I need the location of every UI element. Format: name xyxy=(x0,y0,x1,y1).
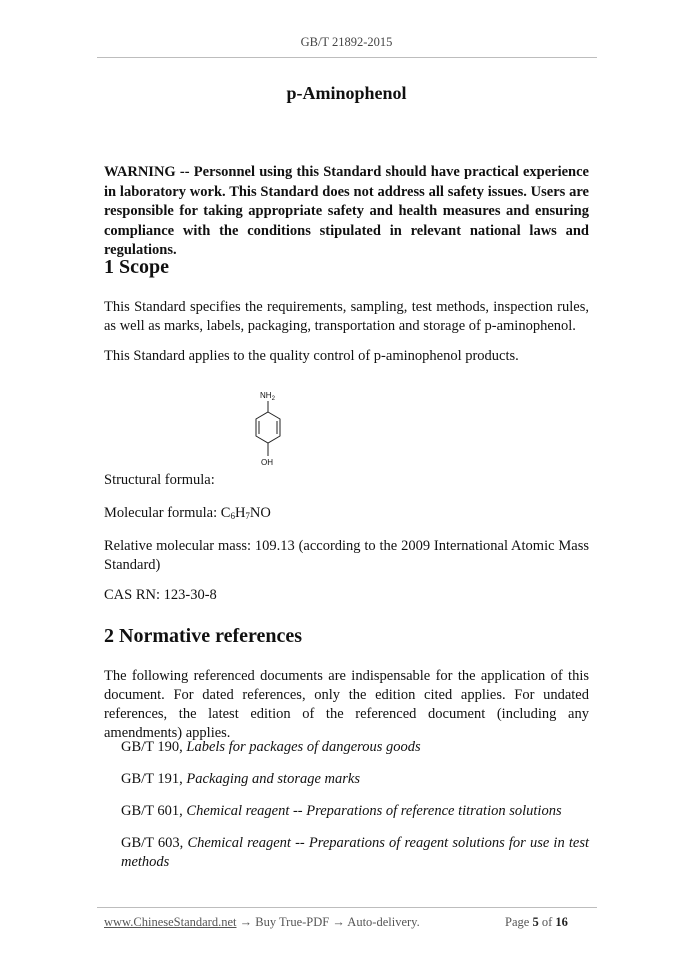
warning-paragraph: WARNING -- Personnel using this Standard should have practical experience in laboratory work. This Standard does not address all safety issues. Users are responsible for taking appropriate safety and health measures and ensuring compliance with the conditions stipulated in relevant national laws and regulations. xyxy=(104,164,589,258)
structure-amino-label: $NH_2$ xyxy=(260,391,275,402)
scope-paragraph-1: This Standard specifies the requirements, sampling, test methods, inspection rules, as well as marks, labels, packaging, transportation and storage of p-aminophenol. xyxy=(104,299,589,334)
reference-item: GB/T 190, Labels for packages of dangerous goods xyxy=(121,739,421,755)
normative-intro-paragraph: The following referenced documents are indispensable for the application of this document. For dated references, only the edition cited applies. For undated references, the latest edition of the referenced document (including any amendments) applies. xyxy=(104,668,589,741)
page-indicator: Page 5 of 16 xyxy=(505,915,568,929)
footer-site-link[interactable]: www.ChineseStandard.net xyxy=(104,915,237,929)
relative-molecular-mass: Relative molecular mass: 109.13 (according to the 2009 International Atomic Mass Standard) xyxy=(104,538,589,573)
molecular-formula: Molecular formula: $C_6H_7NO$ xyxy=(104,505,271,521)
reference-item: GB/T 601, Chemical reagent -- Preparations of reference titration solutions xyxy=(121,803,562,819)
structure-hydroxyl-label: OH xyxy=(261,458,273,467)
benzene-ring xyxy=(256,412,280,443)
footer-divider xyxy=(97,907,597,908)
structural-formula-diagram xyxy=(232,390,302,472)
section-heading-normative: 2 Normative references xyxy=(104,625,303,647)
structural-formula-label: Structural formula: xyxy=(104,472,215,488)
footer-links: www.ChineseStandard.net → Buy True-PDF → Auto-delivery. xyxy=(104,915,420,929)
header-standard-code: GB/T 21892-2015 xyxy=(300,35,393,49)
cas-number: CAS RN: 123-30-8 xyxy=(104,587,217,603)
section-heading-scope: 1 Scope xyxy=(104,256,169,278)
scope-paragraph-2: This Standard applies to the quality control of p-aminophenol products. xyxy=(104,348,519,364)
header-divider xyxy=(97,57,597,58)
document-title: p-Aminophenol xyxy=(286,83,407,103)
reference-item: GB/T 603, Chemical reagent -- Preparations of reagent solutions for use in test methods xyxy=(121,835,589,870)
arrow-right-icon: → xyxy=(332,915,345,929)
reference-item: GB/T 191, Packaging and storage marks xyxy=(121,771,360,787)
arrow-right-icon: → xyxy=(239,915,253,929)
